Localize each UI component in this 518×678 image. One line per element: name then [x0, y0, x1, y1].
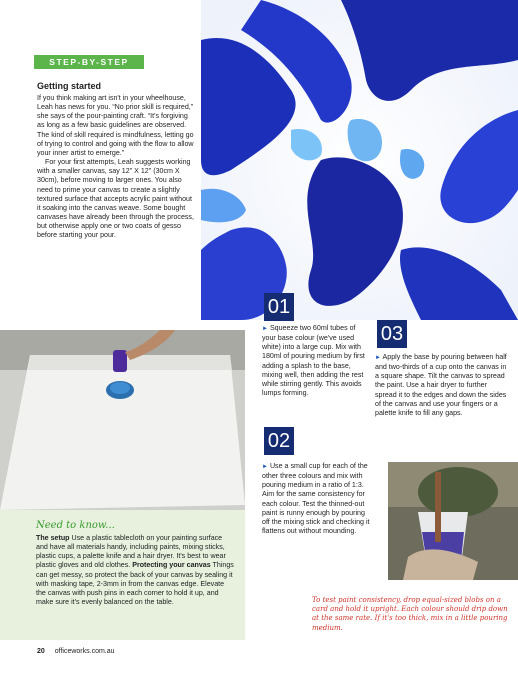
intro-paragraph-2: For your first attempts, Leah suggests working with a smaller canvas, say 12" X 12" (30cm X 30cm), before moving to larger ones. You also need to prime your canvas to create a slightly textured surface that accepts acrylic paint without it soaking into the canvas weave. Some bought canvases have already been through the process, but otherwise apply one or two coats of gesso before starting your pour.: [37, 158, 194, 240]
step-text-3: [375, 353, 507, 418]
step-arrow-icon: ►: [375, 355, 381, 361]
footer-site: officeworks.com.au: [54, 648, 115, 655]
tip-note: To test paint consistency, drop equal-sized blobs on a card and hold it upright. Each colour should drip down at the same rate. If it's too thick, mix in a little pouring medium.: [312, 596, 508, 632]
need-to-know-panel: [0, 510, 245, 640]
step-text-2: [262, 462, 370, 536]
pouring-paint-photo: [0, 330, 245, 510]
protect-text: Things can get messy, so protect the back of your canvas by sealing it with masking tape, 2-3mm in from the canvas edge. Elevate the canvas with push pins in each corner to hold it up, and make sure it's evenly balanced on the table.: [36, 561, 234, 607]
section-badge: STEP-BY-STEP: [34, 55, 144, 69]
step-number-1: 01: [264, 293, 294, 321]
step-number-3: 03: [377, 320, 407, 348]
step-body-2: Use a small cup for each of the other three colours and mix with pouring medium in a ratio of 1:3. Aim for the same consistency for each colour. Test the thinned-out paint is runny enough by pouring off the mixing stick and checking it flattens out without mounding.: [262, 462, 370, 536]
step-arrow-icon: ►: [262, 464, 268, 470]
step-body-3: Apply the base by pouring between half and two-thirds of a cup onto the canvas in a square shape. Tilt the canvas to spread the paint. Use a hair dryer to further spread it to the edges and down the sides of the canvas and use your fingers or a palette knife to fill any gaps.: [375, 353, 507, 417]
step-body-1: Squeeze two 60ml tubes of your base colour (we've used white) into a large cup. Mix with 180ml of pouring medium by first adding a splash to the base, mixing well, then adding the rest while stirring gently. This avoids lumps forming.: [262, 324, 365, 398]
need-to-know-title: Need to know...: [36, 520, 115, 531]
intro-paragraph-1: If you think making art isn't in your wheelhouse, Leah has news for you. “No prior skill is required,” she says of the pour-painting craft. “It's forgiving as long as a few basic guidelines are observed. The kind of skill required is mindfulness, letting go of trying to control and going with the flow to allow your inner artist to emerge.”: [37, 94, 194, 157]
setup-text: Use a plastic tablecloth on your painting surface and have all materials handy, including paints, mixing sticks, plastic cups, a palette knife and a hair dryer. It's best to wear plastic gloves and old clothes.: [36, 534, 226, 570]
need-to-know-body: [36, 534, 235, 607]
page-number: 20: [37, 648, 45, 655]
intro-column: [37, 81, 197, 241]
hero-pour-painting-image: [201, 0, 518, 320]
protect-label: Protecting your canvas: [132, 561, 211, 570]
page-footer: [37, 648, 115, 655]
intro-heading: Getting started: [37, 81, 102, 91]
step-arrow-icon: ►: [262, 326, 268, 332]
step-text-1: [262, 324, 370, 398]
step-number-2: 02: [264, 427, 294, 455]
setup-label: The setup: [36, 534, 70, 542]
paint-cup-photo: [388, 462, 518, 580]
